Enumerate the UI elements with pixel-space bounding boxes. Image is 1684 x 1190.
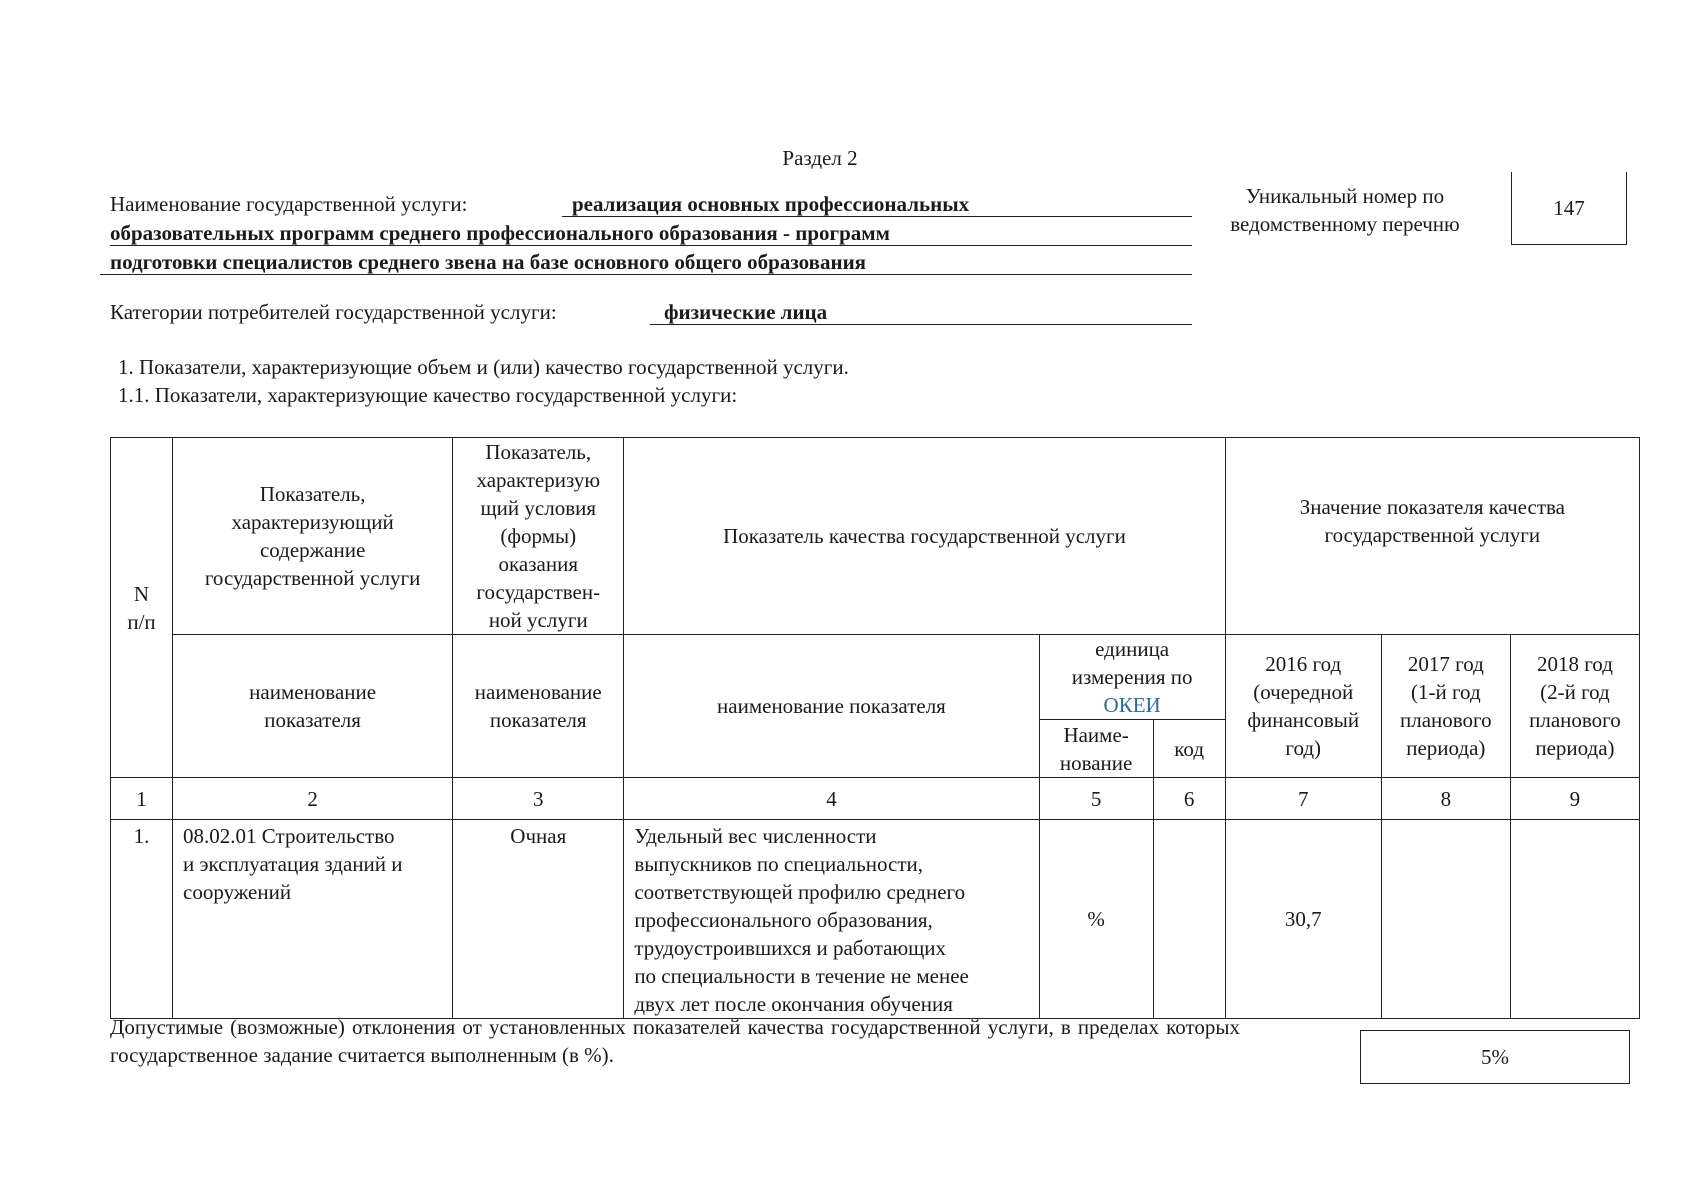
row-number: 1. bbox=[111, 820, 173, 1019]
service-name-line1: реализация основных профессиональных bbox=[572, 192, 970, 216]
deviation-value-box: 5% bbox=[1360, 1030, 1630, 1084]
row-unit-name: % bbox=[1039, 820, 1153, 1019]
col-number-cell: 9 bbox=[1510, 778, 1639, 820]
unique-number-box: 147 bbox=[1511, 172, 1627, 245]
row-value-2017 bbox=[1381, 820, 1510, 1019]
row-unit-code bbox=[1153, 820, 1225, 1019]
consumers-label: Категории потребителей государственной услуги: bbox=[110, 300, 557, 324]
subheader-2018: 2018 год (2-й год планового периода) bbox=[1510, 635, 1639, 778]
service-name-line3: подготовки специалистов среднего звена на базе основного общего образования bbox=[110, 250, 867, 274]
okei-link[interactable]: ОКЕИ bbox=[1103, 693, 1161, 717]
subheader-unit-name: Наиме- нование bbox=[1039, 720, 1153, 778]
col-number-cell: 4 bbox=[624, 778, 1039, 820]
heading-quality-indicators: 1.1. Показатели, характеризующие качество государственной услуги: bbox=[118, 383, 738, 407]
section-title: Раздел 2 bbox=[782, 146, 858, 170]
subheader-unit-code: код bbox=[1153, 720, 1225, 778]
consumers-value: физические лица bbox=[664, 300, 828, 324]
subheader-name-3: наименование показателя bbox=[453, 635, 624, 778]
subheader-unit: единица измерения по ОКЕИ bbox=[1039, 635, 1225, 720]
header-indicator-value: Значение показателя качества государственной услуги bbox=[1225, 438, 1639, 635]
quality-indicators-table bbox=[110, 437, 1640, 1019]
subheader-name-4: наименование показателя bbox=[624, 635, 1039, 778]
table-row bbox=[111, 820, 1640, 1019]
col-number-cell: 6 bbox=[1153, 778, 1225, 820]
col-number-cell: 2 bbox=[173, 778, 453, 820]
subheader-2017: 2017 год (1-й год планового периода) bbox=[1381, 635, 1510, 778]
col-number-cell: 8 bbox=[1381, 778, 1510, 820]
header-number: N п/п bbox=[111, 438, 173, 778]
row-condition: Очная bbox=[453, 820, 624, 1019]
col-number-cell: 7 bbox=[1225, 778, 1381, 820]
subheader-name-2: наименование показателя bbox=[173, 635, 453, 778]
service-name-label: Наименование государственной услуги: bbox=[110, 192, 468, 216]
header-content-indicator: Показатель, характеризующий содержание государственной услуги bbox=[173, 438, 453, 635]
row-value-2018 bbox=[1510, 820, 1639, 1019]
column-numbers-row bbox=[111, 778, 1640, 820]
col-number-cell: 5 bbox=[1039, 778, 1153, 820]
heading-indicators: 1. Показатели, характеризующие объем и (или) качество государственной услуги. bbox=[118, 355, 849, 379]
header-conditions-indicator: Показатель, характеризую щий условия (формы) оказания государствен- ной услуги bbox=[453, 438, 624, 635]
col-number-cell: 3 bbox=[453, 778, 624, 820]
unique-number-label: Уникальный номер по ведомственному перечню bbox=[1230, 184, 1460, 236]
service-name-line2: образовательных программ среднего профессионального образования - программ bbox=[110, 221, 890, 245]
col-number-cell: 1 bbox=[111, 778, 173, 820]
row-content: 08.02.01 Строительство и эксплуатация зданий и сооружений bbox=[173, 820, 453, 1019]
row-value-2016: 30,7 bbox=[1225, 820, 1381, 1019]
header-quality-indicator: Показатель качества государственной услуги bbox=[624, 438, 1225, 635]
subheader-2016: 2016 год (очередной финансовый год) bbox=[1225, 635, 1381, 778]
deviation-text: Допустимые (возможные) отклонения от установленных показателей качества государственной услуги, в пределах которых государственное задание считается выполненным (в %). bbox=[110, 1015, 1241, 1067]
row-indicator: Удельный вес численности выпускников по специальности, соответствующей профилю среднего профессионального образования, трудоустроившихся и работающих по специальности в течение не менее двух лет после окончания обучения bbox=[624, 820, 1039, 1019]
